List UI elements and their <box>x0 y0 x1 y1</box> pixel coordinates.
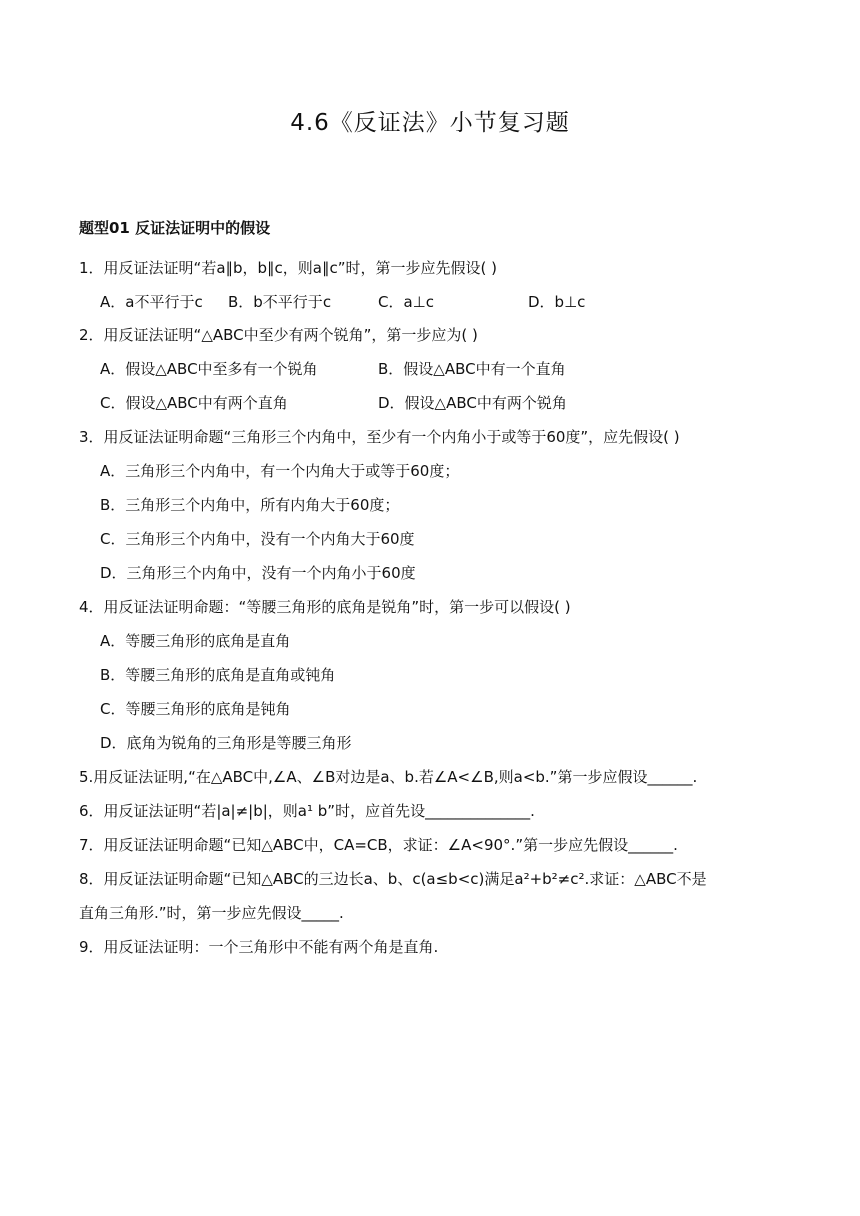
question-8-stem-continued: 直角三角形.”时，第一步应先假设_____. <box>79 904 344 922</box>
question-1-option-d: D．b⊥c <box>528 293 586 311</box>
question-3-stem: 3．用反证法证明命题“三角形三个内角中，至少有一个内角小于或等于60度”，应先假设( ) <box>79 428 680 446</box>
question-3-option-c: C．三角形三个内角中，没有一个内角大于60度 <box>100 530 415 548</box>
question-2-options-row-2 <box>100 393 567 413</box>
question-8-stem: 8．用反证法证明命题“已知△ABC的三边长a、b、c(a≤b<c)满足a²+b²≠c².求证：△ABC不是 <box>79 870 707 888</box>
question-4-option-b: B．等腰三角形的底角是直角或钝角 <box>100 666 336 684</box>
question-2-option-a: A．假设△ABC中至多有一个锐角 <box>100 360 318 378</box>
question-4-option-d: D．底角为锐角的三角形是等腰三角形 <box>100 734 352 752</box>
question-3-option-d: D．三角形三个内角中，没有一个内角小于60度 <box>100 564 416 582</box>
question-1-options <box>100 292 585 312</box>
question-2-option-c: C．假设△ABC中有两个直角 <box>100 394 288 412</box>
question-1-option-c: C．a⊥c <box>378 293 434 311</box>
section-heading: 题型01 反证法证明中的假设 <box>79 219 271 237</box>
question-9-stem: 9．用反证法证明：一个三角形中不能有两个角是直角. <box>79 938 439 956</box>
question-2-option-b: B．假设△ABC中有一个直角 <box>378 360 566 378</box>
question-1-option-a: A．a不平行于c <box>100 293 203 311</box>
question-4-option-a: A．等腰三角形的底角是直角 <box>100 632 291 650</box>
question-3-option-a: A．三角形三个内角中，有一个内角大于或等于60度； <box>100 462 460 480</box>
question-5-stem: 5.用反证法证明,“在△ABC中,∠A、∠B对边是a、b.若∠A<∠B,则a<b.”第一步应假设______. <box>79 768 698 786</box>
question-4-stem: 4．用反证法证明命题：“等腰三角形的底角是锐角”时，第一步可以假设( ) <box>79 598 571 616</box>
question-6-stem: 6．用反证法证明“若|a|≠|b|，则a¹ b”时，应首先设______________. <box>79 802 535 820</box>
question-1-option-b: B．b不平行于c <box>228 293 332 311</box>
question-4-option-c: C．等腰三角形的底角是钝角 <box>100 700 291 718</box>
question-7-stem: 7．用反证法证明命题“已知△ABC中，CA=CB，求证：∠A<90°.”第一步应先假设______. <box>79 836 678 854</box>
question-2-option-d: D．假设△ABC中有两个锐角 <box>378 394 567 412</box>
question-3-option-b: B．三角形三个内角中，所有内角大于60度； <box>100 496 400 514</box>
question-2-options-row-1 <box>100 359 566 379</box>
question-2-stem: 2．用反证法证明“△ABC中至少有两个锐角”，第一步应为( ) <box>79 326 478 344</box>
page-title: 4.6《反证法》小节复习题 <box>290 110 570 136</box>
question-1-stem: 1．用反证法证明“若a∥b，b∥c，则a∥c”时，第一步应先假设( ) <box>79 259 497 277</box>
